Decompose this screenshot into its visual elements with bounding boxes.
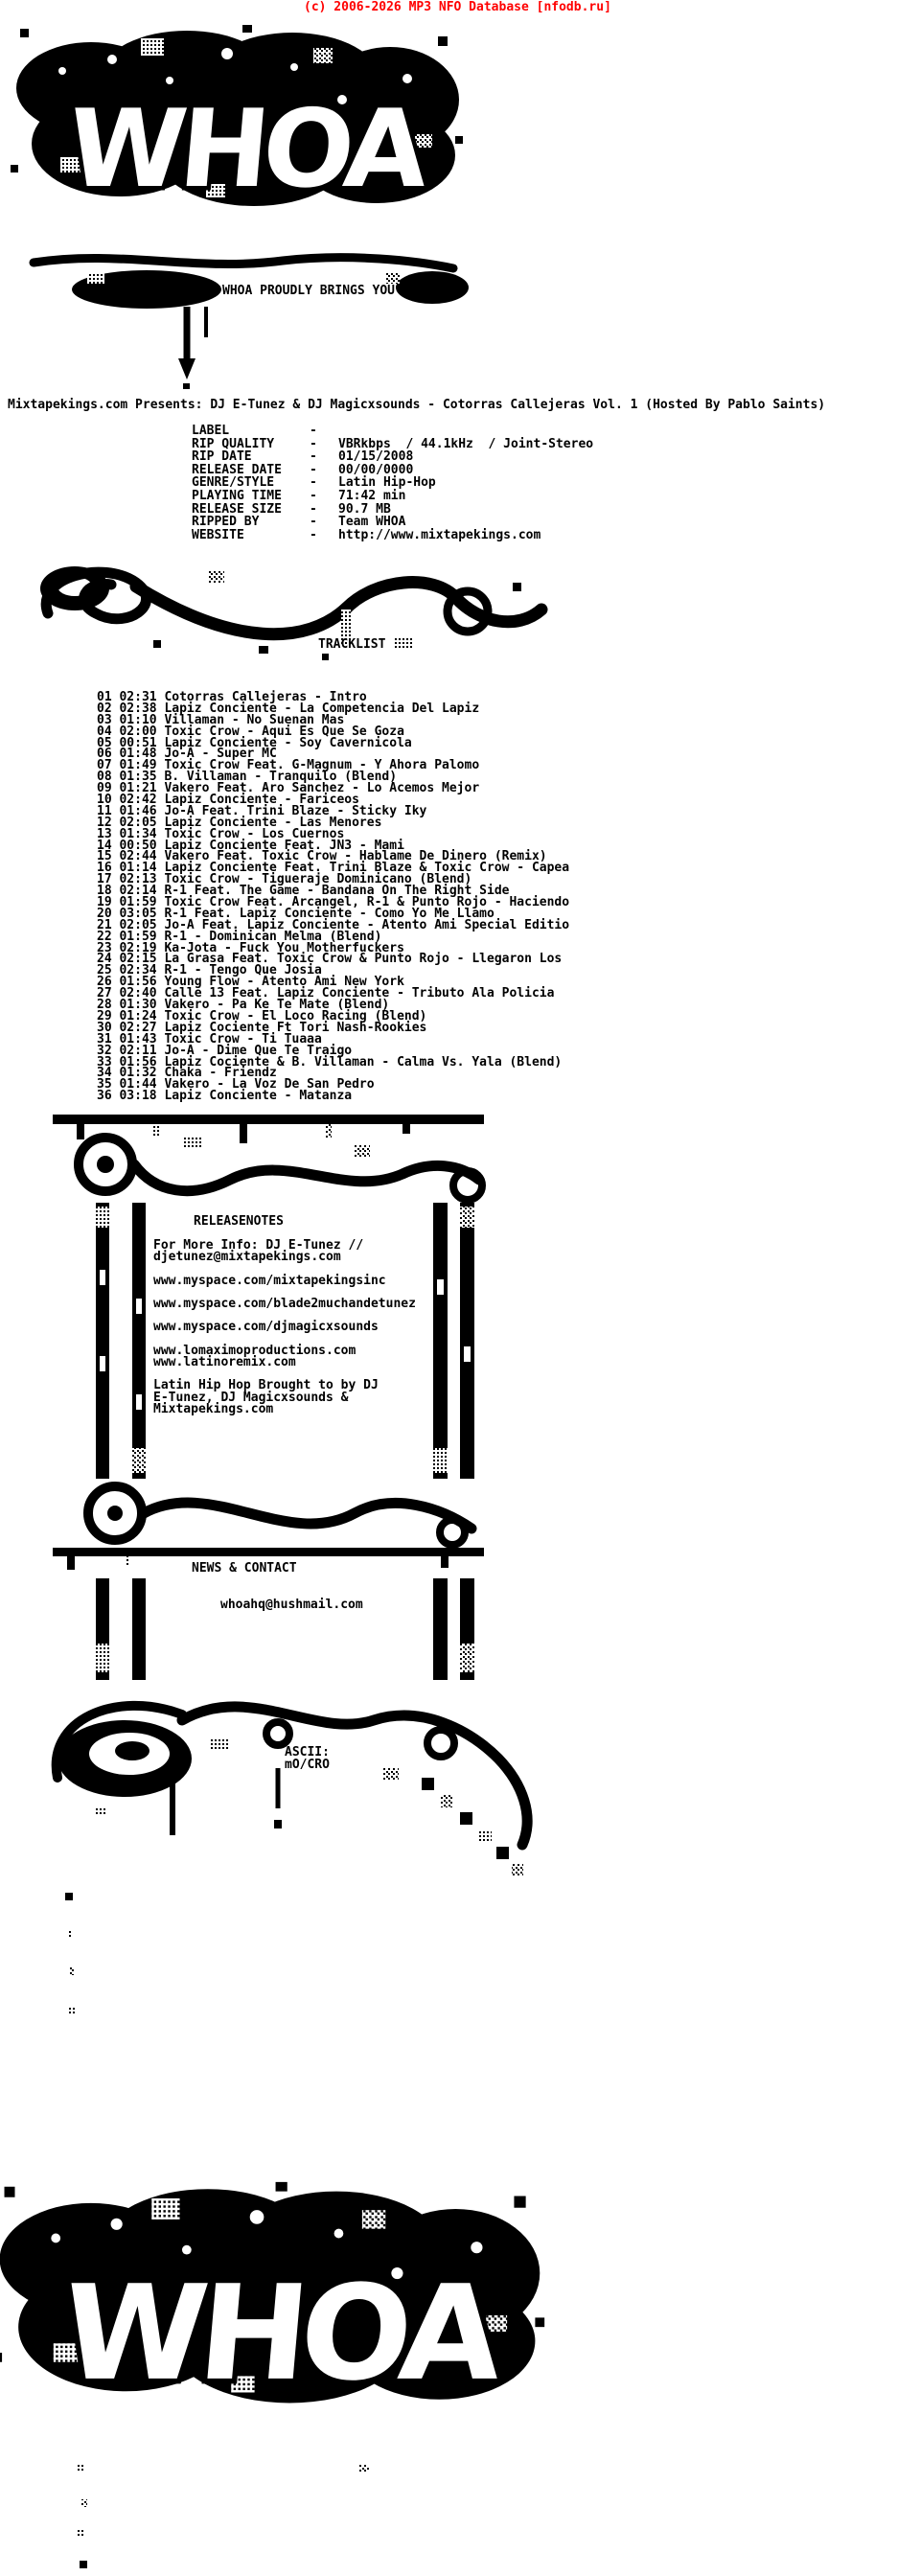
info-dash: -	[310, 424, 317, 438]
track-row: 05 00:51 Lapiz Conciente - Soy Cavernicola	[97, 735, 412, 750]
info-dash: -	[310, 449, 317, 465]
presents-line: Mixtapekings.com Presents: DJ E-Tunez & DJ Magicxsounds - Cotorras Callejeras Vol. 1 (Hosted By Pablo Saints)	[8, 398, 826, 412]
track-row: 19 01:59 Toxic Crow Feat. Arcangel, R-1 & Punto Rojo - Haciendo	[97, 895, 570, 910]
track-row: 28 01:30 Vakero - Pa Ke Te Mate (Blend)	[97, 998, 390, 1013]
ascii-credit-artists: mO/CRO	[285, 1758, 330, 1772]
track-row: 02 02:38 Lapiz Conciente - La Competencia Del Lapiz	[97, 701, 480, 716]
info-row	[192, 476, 593, 490]
info-dash: -	[310, 501, 317, 517]
release-info	[192, 425, 593, 541]
info-dash: -	[310, 475, 317, 491]
info-row	[192, 464, 593, 477]
track-row: 09 01:21 Vakero Feat. Aro Sanchez - Lo Acemos Mejor	[97, 781, 480, 796]
track-row: 04 02:00 Toxic Crow - Aqui Es Que Se Goza	[97, 724, 404, 739]
track-row: 06 01:48 Jo-A - Super MC	[97, 747, 277, 762]
releasenotes-line: E-Tunez, DJ Magicxsounds &	[153, 1390, 349, 1405]
info-label: WEBSITE	[192, 527, 244, 542]
info-value: Latin Hip-Hop	[338, 475, 436, 491]
track-row: 25 02:34 R-1 - Tengo Que Josia	[97, 963, 322, 978]
info-value: http://www.mixtapekings.com	[338, 527, 541, 542]
track-row: 26 01:56 Young Flow - Atento Ami New York	[97, 975, 404, 990]
releasenotes-title: RELEASENOTES	[194, 1214, 284, 1229]
tracklist-divider-art	[19, 554, 882, 686]
track-row: 15 02:44 Vakero Feat. Toxic Crow - Hablame De Dinero (Remix)	[97, 849, 547, 864]
releasenotes-text	[153, 1240, 416, 1415]
info-row	[192, 529, 593, 542]
releasenotes-line: www.lomaximoproductions.com	[153, 1343, 356, 1358]
info-value: Team WHOA	[338, 515, 406, 530]
releasenotes-line: www.myspace.com/djmagicxsounds	[153, 1320, 379, 1335]
top-logo-art	[5, 21, 474, 390]
info-label: RELEASE SIZE	[192, 501, 282, 517]
track-row: 14 00:50 Lapiz Conciente Feat. JN3 - Mami	[97, 838, 404, 853]
track-row: 34 01:32 Chaka - Friendz	[97, 1066, 277, 1081]
info-dash: -	[310, 527, 317, 542]
releasenotes-line: www.myspace.com/mixtapekingsinc	[153, 1273, 386, 1288]
info-row	[192, 438, 593, 451]
ascii-credit-label: ASCII:	[285, 1745, 330, 1760]
track-row: 32 02:11 Jo-A - Dime Que Te Traigo	[97, 1043, 353, 1058]
track-row: 08 01:35 B. Villaman - Tranquilo (Blend)	[97, 770, 398, 785]
track-row: 24 02:15 La Grasa Feat. Toxic Crow & Punto Rojo - Llegaron Los	[97, 952, 563, 967]
track-row: 16 01:14 Lapiz Conciente Feat. Trini Blaze & Toxic Crow - Capea	[97, 861, 570, 876]
info-label: RIPPED BY	[192, 515, 260, 530]
info-row	[192, 490, 593, 503]
track-row: 33 01:56 Lapiz Cociente & B. Villaman - Calma Vs. Yala (Blend)	[97, 1054, 563, 1070]
info-row	[192, 425, 593, 438]
releasenotes-line: Mixtapekings.com	[153, 1401, 274, 1416]
info-dash: -	[310, 515, 317, 530]
info-row	[192, 516, 593, 529]
info-label: LABEL	[192, 424, 230, 438]
info-dash: -	[310, 488, 317, 503]
contact-email: whoahq@hushmail.com	[220, 1598, 363, 1612]
info-value: 00/00/0000	[338, 462, 414, 477]
news-contact-title: NEWS & CONTACT	[192, 1561, 297, 1576]
track-row: 18 02:14 R-1 Feat. The Game - Bandana On The Right Side	[97, 884, 510, 899]
info-label: PLAYING TIME	[192, 488, 282, 503]
info-value: 01/15/2008	[338, 449, 414, 465]
track-row: 30 02:27 Lapiz Cociente Ft Tori Nash-Rookies	[97, 1020, 427, 1035]
releasenotes-line: Latin Hip Hop Brought to by DJ	[153, 1378, 379, 1393]
track-row: 01 02:31 Cotorras Callejeras - Intro	[97, 690, 367, 704]
info-label: RELEASE DATE	[192, 462, 282, 477]
info-dash: -	[310, 436, 317, 451]
track-row: 11 01:46 Jo-A Feat. Trini Blaze - Sticky Iky	[97, 803, 427, 818]
track-row: 03 01:10 Villaman - No Suenan Mas	[97, 712, 345, 727]
tracklist-title: TRACKLIST	[318, 637, 386, 652]
info-label: RIP QUALITY	[192, 436, 275, 451]
track-row: 31 01:43 Toxic Crow - Ti Tuaaa	[97, 1031, 322, 1046]
releasenotes-line: www.myspace.com/blade2muchandetunez	[153, 1296, 416, 1311]
track-list	[97, 692, 569, 1102]
site-copyright-link[interactable]: (c) 2006-2026 MP3 NFO Database [nfodb.ru]	[304, 0, 611, 14]
info-value: VBRkbps / 44.1kHz / Joint-Stereo	[338, 436, 594, 451]
track-row: 10 02:42 Lapiz Conciente - Fariceos	[97, 793, 359, 808]
bottom-logo-art	[0, 2177, 599, 2576]
track-row: 20 03:05 R-1 Feat. Lapiz Conciente - Como Yo Me Llamo	[97, 906, 494, 921]
track-row: 17 02:13 Toxic Crow - Tigueraje Dominicano (Blend)	[97, 872, 472, 887]
releasenotes-line: djetunez@mixtapekings.com	[153, 1250, 341, 1265]
info-row	[192, 450, 593, 464]
track-row: 27 02:40 Calle 13 Feat. Lapiz Conciente - Tributo Ala Policia	[97, 986, 555, 1001]
ascii-credit	[285, 1746, 330, 1771]
track-row: 29 01:24 Toxic Crow - El Loco Racing (Blend)	[97, 1008, 427, 1024]
track-row: 21 02:05 Jo-A Feat. Lapiz Conciente - Atento Ami Special Editio	[97, 917, 570, 932]
releasenotes-line: www.latinoremix.com	[153, 1354, 296, 1369]
releasenotes-line: For More Info: DJ E-Tunez //	[153, 1238, 364, 1253]
track-row: 13 01:34 Toxic Crow - Los Cuernos	[97, 826, 345, 841]
info-label: GENRE/STYLE	[192, 475, 275, 491]
track-row: 36 03:18 Lapiz Conciente - Matanza	[97, 1089, 353, 1104]
info-value: 90.7 MB	[338, 501, 391, 517]
track-row: 23 02:19 Ka-Jota - Fuck You Motherfuckers	[97, 940, 404, 955]
logo-tagline: WHOA PROUDLY BRINGS YOU	[222, 284, 396, 298]
track-row: 22 01:59 R-1 - Dominican Melma (Blend)	[97, 929, 382, 944]
info-row	[192, 503, 593, 517]
info-value: 71:42 min	[338, 488, 406, 503]
track-row: 35 01:44 Vakero - La Voz De San Pedro	[97, 1077, 375, 1092]
info-label: RIP DATE	[192, 449, 252, 465]
logo-artist-tag: m0!	[271, 41, 292, 55]
track-row: 12 02:05 Lapiz Conciente - Las Menores	[97, 815, 382, 830]
track-row: 07 01:49 Toxic Crow Feat. G-Magnum - Y Ahora Palomo	[97, 758, 480, 773]
info-dash: -	[310, 462, 317, 477]
